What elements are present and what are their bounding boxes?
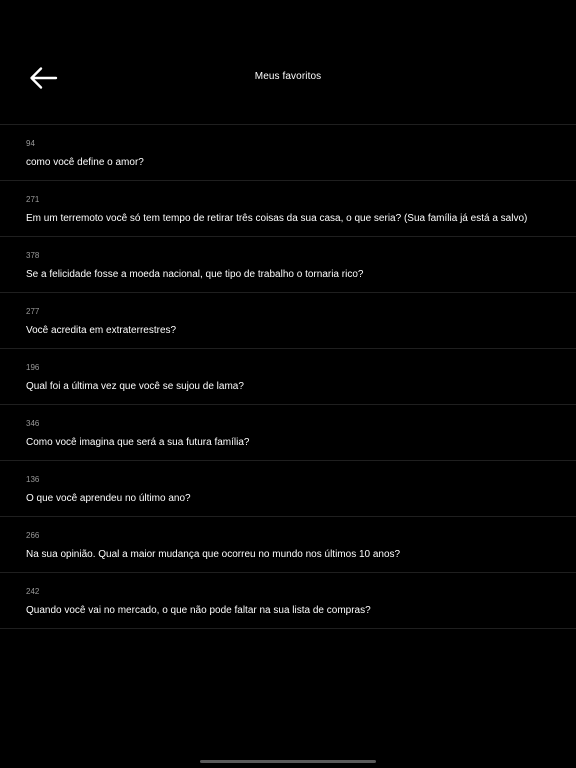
question-text: Quando você vai no mercado, o que não pode faltar na sua lista de compras? [26,605,371,616]
favorite-item[interactable] [0,181,576,237]
home-indicator[interactable] [200,760,376,763]
page-title: Meus favoritos [254,71,322,82]
favorites-list [0,124,576,629]
favorite-item[interactable] [0,125,576,181]
question-text: Você acredita em extraterrestres? [26,325,177,336]
favorite-item[interactable] [0,349,576,405]
favorite-item[interactable] [0,405,576,461]
question-text: como você define o amor? [26,157,144,168]
favorite-item[interactable] [0,573,576,629]
question-text: Qual foi a última vez que você se sujou de lama? [26,381,244,392]
question-number: 266 [26,531,40,540]
question-number: 136 [26,475,40,484]
question-number: 271 [26,195,40,204]
question-number: 346 [26,419,40,428]
favorite-item[interactable] [0,293,576,349]
question-text: O que você aprendeu no último ano? [26,493,191,504]
question-number: 378 [26,251,40,260]
question-text: Como você imagina que será a sua futura família? [26,437,250,448]
question-text: Se a felicidade fosse a moeda nacional, que tipo de trabalho o tornaria rico? [26,269,364,280]
favorite-item[interactable] [0,517,576,573]
favorite-item[interactable] [0,237,576,293]
header-bar [0,0,576,124]
question-number: 277 [26,307,40,316]
favorite-item[interactable] [0,461,576,517]
question-number: 196 [26,363,40,372]
question-text: Em um terremoto você só tem tempo de retirar três coisas da sua casa, o que seria? (Sua família já está a salvo) [26,213,528,224]
question-text: Na sua opinião. Qual a maior mudança que ocorreu no mundo nos últimos 10 anos? [26,549,401,560]
question-number: 94 [26,139,35,148]
question-number: 242 [26,587,40,596]
